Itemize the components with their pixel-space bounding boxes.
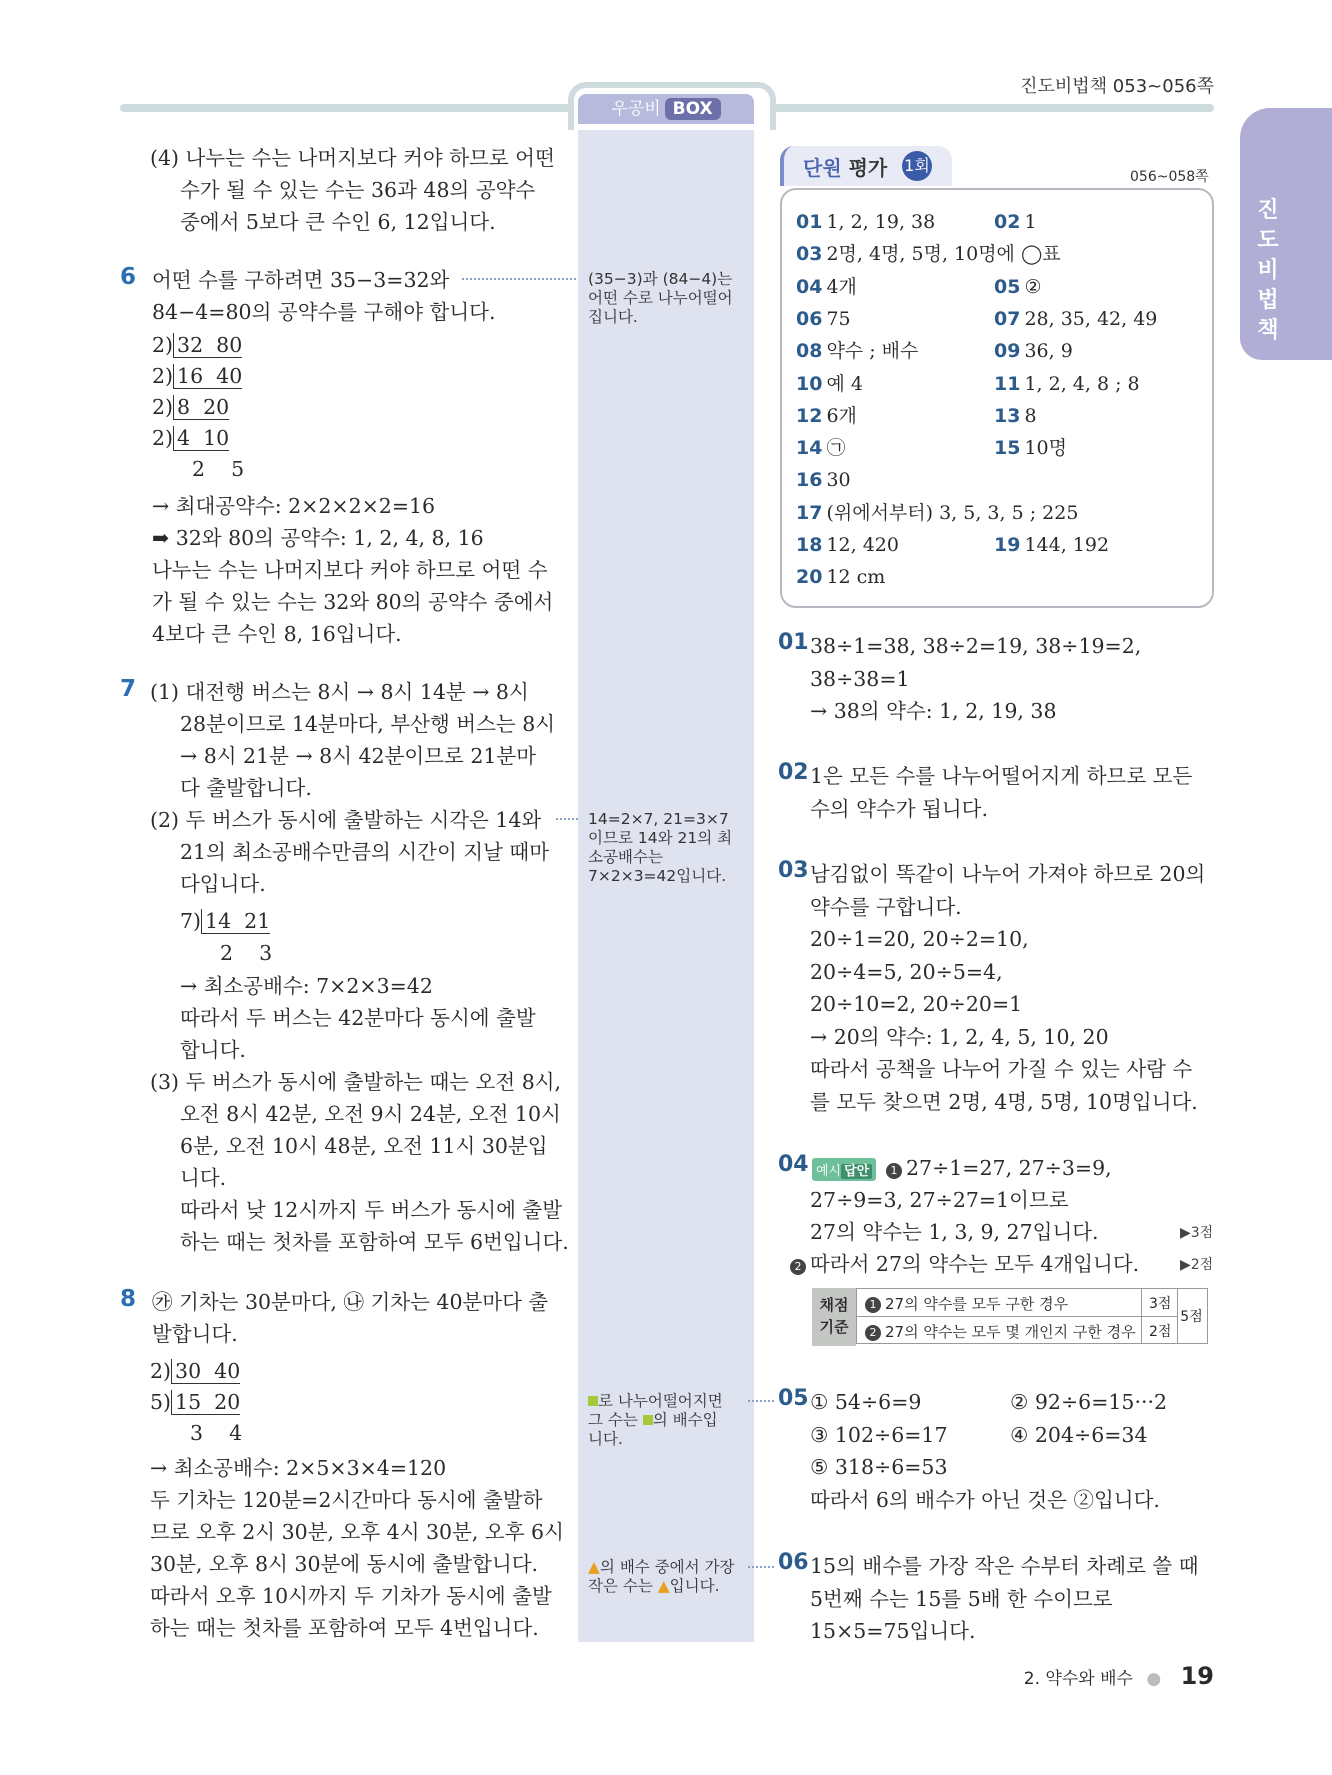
- answer-number: 03: [796, 243, 823, 266]
- q6-explanation: ➡ 32와 80의 공약수: 1, 2, 4, 8, 16: [152, 526, 484, 550]
- note-line: 소공배수는: [588, 848, 663, 866]
- answer-number: 01: [796, 211, 823, 233]
- rubric-body: [856, 1288, 1178, 1344]
- header-reference: 진도비법책 053~056쪽: [1020, 76, 1214, 97]
- answer-item: [796, 206, 935, 238]
- note-line: 집니다.: [588, 308, 638, 326]
- answer-number: 18: [796, 534, 823, 556]
- solution-03-line: 20÷1=20, 20÷2=10,: [810, 927, 1029, 951]
- rubric-row-2: 2 27의 약수는 모두 몇 개인지 구한 경우: [865, 1321, 1136, 1342]
- answer-text: (위에서부터) 3, 5, 3, 5 ; 225: [826, 501, 1079, 524]
- footer-dot: ●: [1146, 1669, 1162, 1689]
- q7-explanation: (3) 두 버스가 동시에 출발하는 때는 오전 8시,: [150, 1070, 562, 1094]
- answer-item: [994, 400, 1037, 432]
- q7-line: → 8시 21분 → 8시 42분이므로 21분마: [180, 744, 537, 768]
- q6-explanation: 나누는 수는 나머지보다 커야 하므로 어떤 수: [152, 558, 548, 582]
- answer-item: [796, 529, 899, 561]
- q7-explanation: → 최소공배수: 7×2×3=42: [180, 974, 433, 998]
- solution-03-line: 약수를 구합니다.: [810, 894, 962, 919]
- answer-text: ②: [1024, 275, 1042, 298]
- divisor: 2: [152, 395, 166, 419]
- solution-01-line: 38÷1=38, 38÷2=19, 38÷19=2,: [810, 634, 1142, 658]
- q4-line: 중에서 5보다 큰 수인 6, 12입니다.: [180, 210, 496, 234]
- answer-text: 10명: [1024, 437, 1067, 460]
- answer-number: 08: [796, 340, 823, 363]
- q7-division-row: 7) 14 21: [180, 909, 271, 933]
- dividends: 15 20: [171, 1390, 240, 1415]
- rubric-col-line: [1141, 1289, 1142, 1343]
- unit-test-title: 단원 평가: [803, 156, 888, 180]
- q8-explanation: 므로 오후 2시 30분, 오후 4시 30분, 오후 6시: [150, 1520, 564, 1544]
- side-tab-char: 책: [1257, 318, 1279, 343]
- q6-division-row: 2) 8 20: [152, 395, 230, 419]
- answer-number: 06: [796, 307, 823, 330]
- answer-number: 20: [796, 566, 823, 589]
- answer-text: 28, 35, 42, 49: [1024, 307, 1158, 330]
- answer-item: [796, 368, 863, 400]
- answer-item: [994, 271, 1042, 303]
- rubric-row-1: 1 27의 약수를 모두 구한 경우: [865, 1293, 1068, 1314]
- q7-explanation: 니다.: [180, 1166, 227, 1190]
- round-badge: 1회: [902, 151, 932, 181]
- solution-03-line: 를 모두 찾으면 2명, 4명, 5명, 10명입니다.: [810, 1089, 1198, 1114]
- answer-text: 75: [826, 307, 851, 330]
- answer-number: 11: [994, 372, 1021, 395]
- rubric-head-word: 채점: [819, 1296, 849, 1314]
- q7-line: (1) 대전행 버스는 8시 → 8시 14분 → 8시: [150, 680, 529, 704]
- note-smallest-multiple: ▲의 배수 중에서 가장 작은 수는 ▲입니다.: [588, 1558, 735, 1595]
- solution-01-line: → 38의 약수: 1, 2, 19, 38: [810, 699, 1057, 723]
- q8-quotient: 3 4: [190, 1421, 243, 1445]
- q8-division-row: 5) 15 20: [150, 1390, 241, 1414]
- q6-quotient: 2 5: [192, 457, 245, 481]
- side-tab-char: 진: [1257, 198, 1279, 223]
- q6-division-row: 2) 4 10: [152, 426, 230, 450]
- answer-number: 14: [796, 437, 823, 460]
- answer-text: 1, 2, 19, 38: [826, 211, 936, 233]
- q7-line: (2) 두 버스가 동시에 출발하는 시각은 14와: [150, 808, 542, 832]
- solution-03-line: 20÷10=2, 20÷20=1: [810, 992, 1023, 1016]
- note-line: 7×2×3=42입니다.: [588, 867, 727, 885]
- solution-04-line: 1 27÷1=27, 27÷3=9,: [886, 1152, 1112, 1184]
- q7-explanation: 하는 때는 첫차를 포함하여 모두 6번입니다.: [180, 1230, 569, 1254]
- note-common-divisor: [588, 270, 748, 327]
- solution-02-line: 1은 모든 수를 나누어떨어지게 하므로 모든: [810, 764, 1193, 788]
- answer-item: [994, 432, 1067, 464]
- solution-04-line: 27÷9=3, 27÷27=1이므로: [810, 1188, 1069, 1212]
- q7-number: 7: [120, 676, 137, 702]
- q6-line: 84−4=80의 공약수를 구해야 합니다.: [152, 300, 496, 324]
- divisor: 7: [180, 909, 194, 933]
- answer-text: 6개: [826, 404, 857, 427]
- solution-03-line: → 20의 약수: 1, 2, 4, 5, 10, 20: [810, 1024, 1109, 1049]
- answer-item: [994, 368, 1140, 400]
- tag-part-b: 답안: [841, 1164, 872, 1179]
- divisor: 2: [150, 1359, 164, 1383]
- page-range: 056~058쪽: [1130, 169, 1209, 185]
- q7-explanation: 따라서 낮 12시까지 두 버스가 동시에 출발: [180, 1198, 563, 1222]
- solution-03-line: 따라서 공책을 나누어 가질 수 있는 사람 수: [810, 1057, 1193, 1081]
- solution-03-line: 20÷4=5, 20÷5=4,: [810, 959, 1003, 984]
- solution-05-item: ③ 102÷6=17: [810, 1422, 948, 1447]
- answer-item: [796, 271, 857, 303]
- side-tab-char: 도: [1257, 228, 1279, 253]
- solution-03-number: 03: [778, 858, 809, 883]
- rubric-score-2: 2점: [1149, 1324, 1172, 1340]
- page-footer: [1024, 1662, 1214, 1690]
- answer-text: 1, 2, 4, 8 ; 8: [1024, 372, 1140, 395]
- answer-item: [796, 497, 1078, 529]
- solution-06-line: 15×5=75입니다.: [810, 1619, 976, 1643]
- q7-line: 다 출발합니다.: [180, 776, 312, 800]
- answer-number: 16: [796, 469, 823, 492]
- q8-number: 8: [120, 1286, 137, 1312]
- dividends: 14 21: [201, 909, 270, 934]
- q6-division-row: 2) 32 80: [152, 333, 243, 357]
- note-line: 어떤 수로 나누어떨어: [588, 289, 733, 307]
- q6-number: 6: [120, 264, 137, 290]
- solution-04-line: 2 따라서 27의 약수는 모두 4개입니다.: [790, 1248, 1139, 1280]
- q6-explanation: 가 될 수 있는 수는 32와 80의 공약수 중에서: [152, 590, 554, 614]
- note-line: 이므로 14와 21의 최: [588, 829, 733, 847]
- divisor: 5: [150, 1390, 164, 1414]
- solution-02-line: 수의 약수가 됩니다.: [810, 796, 988, 821]
- dividends: 32 80: [173, 333, 242, 358]
- q7-explanation: 오전 8시 42분, 오전 9시 24분, 오전 10시: [180, 1102, 561, 1126]
- example-answer-tag: [812, 1158, 876, 1181]
- note-connector: [748, 1566, 774, 1568]
- side-tab-label: [1248, 196, 1288, 346]
- q8-explanation: 따라서 오후 10시까지 두 기차가 동시에 출발: [150, 1584, 552, 1608]
- divisor: 2: [152, 333, 166, 357]
- q7-quotient: 2 3: [220, 941, 273, 965]
- solution-01-number: 01: [778, 630, 809, 655]
- solution-06-line: 15의 배수를 가장 작은 수부터 차례로 쓸 때: [810, 1554, 1199, 1578]
- solution-05-item: ⑤ 318÷6=53: [810, 1455, 948, 1479]
- q6-division-row: 2) 16 40: [152, 364, 243, 388]
- note-line: 14=2×7, 21=3×7: [588, 810, 729, 828]
- solution-05-item: ② 92÷6=15···2: [1010, 1390, 1168, 1414]
- solution-05-item: ① 54÷6=9: [810, 1390, 922, 1414]
- q7-explanation: 합니다.: [180, 1038, 246, 1062]
- solution-04-number: 04: [778, 1152, 809, 1177]
- solution-06-line: 5번째 수는 15를 5배 한 수이므로: [810, 1586, 1113, 1611]
- side-tab-char: 법: [1257, 288, 1279, 313]
- answer-item: [994, 206, 1037, 238]
- chapter-label: 2. 약수와 배수: [1023, 1669, 1133, 1689]
- note-connector: [462, 278, 576, 280]
- side-tab-char: 비: [1257, 258, 1279, 283]
- divisor: 2: [152, 364, 166, 388]
- q6-explanation: 4보다 큰 수인 8, 16입니다.: [152, 622, 402, 646]
- q8-division-row: 2) 30 40: [150, 1359, 241, 1383]
- q6-explanation: → 최대공약수: 2×2×2×2=16: [152, 494, 436, 518]
- dividends: 4 10: [173, 426, 229, 451]
- answer-item: [994, 335, 1073, 367]
- score-3: ▶3점: [1180, 1225, 1214, 1241]
- q7-line: 다입니다.: [180, 872, 266, 896]
- q6-line: 어떤 수를 구하려면 35−3=32와: [152, 268, 450, 292]
- dividends: 16 40: [173, 364, 242, 389]
- dividends: 30 40: [171, 1359, 240, 1384]
- answer-text: 36, 9: [1024, 340, 1073, 363]
- answer-item: [796, 561, 885, 593]
- answer-number: 02: [994, 211, 1021, 233]
- page-number: 19: [1180, 1662, 1214, 1690]
- q4-line: 수가 될 수 있는 수는 36과 48의 공약수: [180, 178, 536, 202]
- answer-number: 13: [994, 404, 1021, 427]
- answer-item: [796, 464, 851, 496]
- answer-text: 12, 420: [826, 534, 899, 556]
- answer-number: 05: [994, 275, 1021, 298]
- answer-text: 1: [1024, 211, 1037, 233]
- answer-number: 10: [796, 372, 823, 395]
- rubric-total: 5점: [1176, 1288, 1208, 1344]
- answer-item: [796, 303, 851, 335]
- answer-text: 30: [826, 469, 851, 492]
- rubric-score-1: 3점: [1149, 1296, 1172, 1312]
- q8-explanation: → 최소공배수: 2×5×3×4=120: [150, 1456, 447, 1480]
- answer-number: 07: [994, 307, 1021, 330]
- q8-explanation: 두 기차는 120분=2시간마다 동시에 출발하: [150, 1488, 543, 1512]
- answer-text: 2명, 4명, 5명, 10명에 ◯표: [826, 243, 1061, 266]
- q7-line: 28분이므로 14분마다, 부산행 버스는 8시: [180, 712, 556, 736]
- rubric-head: [812, 1288, 856, 1346]
- solution-05-item: ④ 204÷6=34: [1010, 1422, 1148, 1447]
- scoring-rubric: [812, 1288, 1212, 1346]
- rubric-head-word: 기준: [819, 1318, 849, 1336]
- note-connector: [556, 818, 578, 820]
- q7-explanation: 6분, 오전 10시 48분, 오전 11시 30분입: [180, 1134, 548, 1158]
- note-multiple: 로 나누어떨어지면 그 수는 의 배수입 니다.: [588, 1392, 723, 1448]
- q8-explanation: 30분, 오후 8시 30분에 동시에 출발합니다.: [150, 1552, 539, 1576]
- answer-item: [796, 400, 857, 432]
- rubric-divider: [857, 1316, 1177, 1317]
- solution-01-line: 38÷38=1: [810, 666, 910, 691]
- answer-item: [796, 238, 1061, 270]
- q8-explanation: 하는 때는 첫차를 포함하여 모두 4번입니다.: [150, 1616, 539, 1640]
- q8-line: ㉮ 기차는 30분마다, ㉯ 기차는 40분마다 출: [152, 1290, 549, 1314]
- solution-06-number: 06: [778, 1550, 809, 1575]
- answer-text: 예 4: [826, 372, 863, 395]
- note-connector: [748, 1400, 774, 1402]
- q7-explanation: 따라서 두 버스는 42분마다 동시에 출발: [180, 1006, 536, 1030]
- answer-number: 12: [796, 404, 823, 427]
- answer-number: 15: [994, 437, 1021, 460]
- answer-text: ㉠: [826, 437, 846, 460]
- score-2: ▶2점: [1180, 1257, 1214, 1273]
- answer-text: 4개: [826, 275, 857, 298]
- solution-05-number: 05: [778, 1386, 809, 1411]
- solution-05-conclusion: 따라서 6의 배수가 아닌 것은 ②입니다.: [810, 1488, 1160, 1512]
- answer-item: [796, 335, 918, 367]
- solution-03-line: 남김없이 똑같이 나누어 가져야 하므로 20의: [810, 862, 1206, 886]
- answer-number: 09: [994, 340, 1021, 363]
- q7-line: 21의 최소공배수만큼의 시간이 지날 때마: [180, 840, 549, 864]
- answer-item: [994, 303, 1157, 335]
- answer-text: 8: [1024, 404, 1037, 427]
- answer-item: [994, 529, 1109, 561]
- answer-item: [796, 432, 845, 464]
- q8-line: 발합니다.: [152, 1322, 238, 1346]
- answer-text: 약수 ; 배수: [826, 340, 919, 363]
- note-line: (35−3)과 (84−4)는: [588, 270, 733, 288]
- q4-line: (4) 나누는 수는 나머지보다 커야 하므로 어떤: [150, 146, 555, 170]
- answer-number: 17: [796, 501, 823, 524]
- answer-text: 12 cm: [826, 566, 886, 589]
- solution-02-number: 02: [778, 760, 809, 785]
- dividends: 8 20: [173, 395, 229, 420]
- box-label: 우공비 BOX: [578, 94, 754, 124]
- divisor: 2: [152, 426, 166, 450]
- note-lcm: [588, 810, 748, 886]
- tag-part-a: 예시: [816, 1164, 842, 1179]
- answer-number: 04: [796, 275, 823, 298]
- answer-text: 144, 192: [1024, 534, 1110, 556]
- solution-04-line: 27의 약수는 1, 3, 9, 27입니다.: [810, 1220, 1099, 1244]
- answer-number: 19: [994, 534, 1021, 556]
